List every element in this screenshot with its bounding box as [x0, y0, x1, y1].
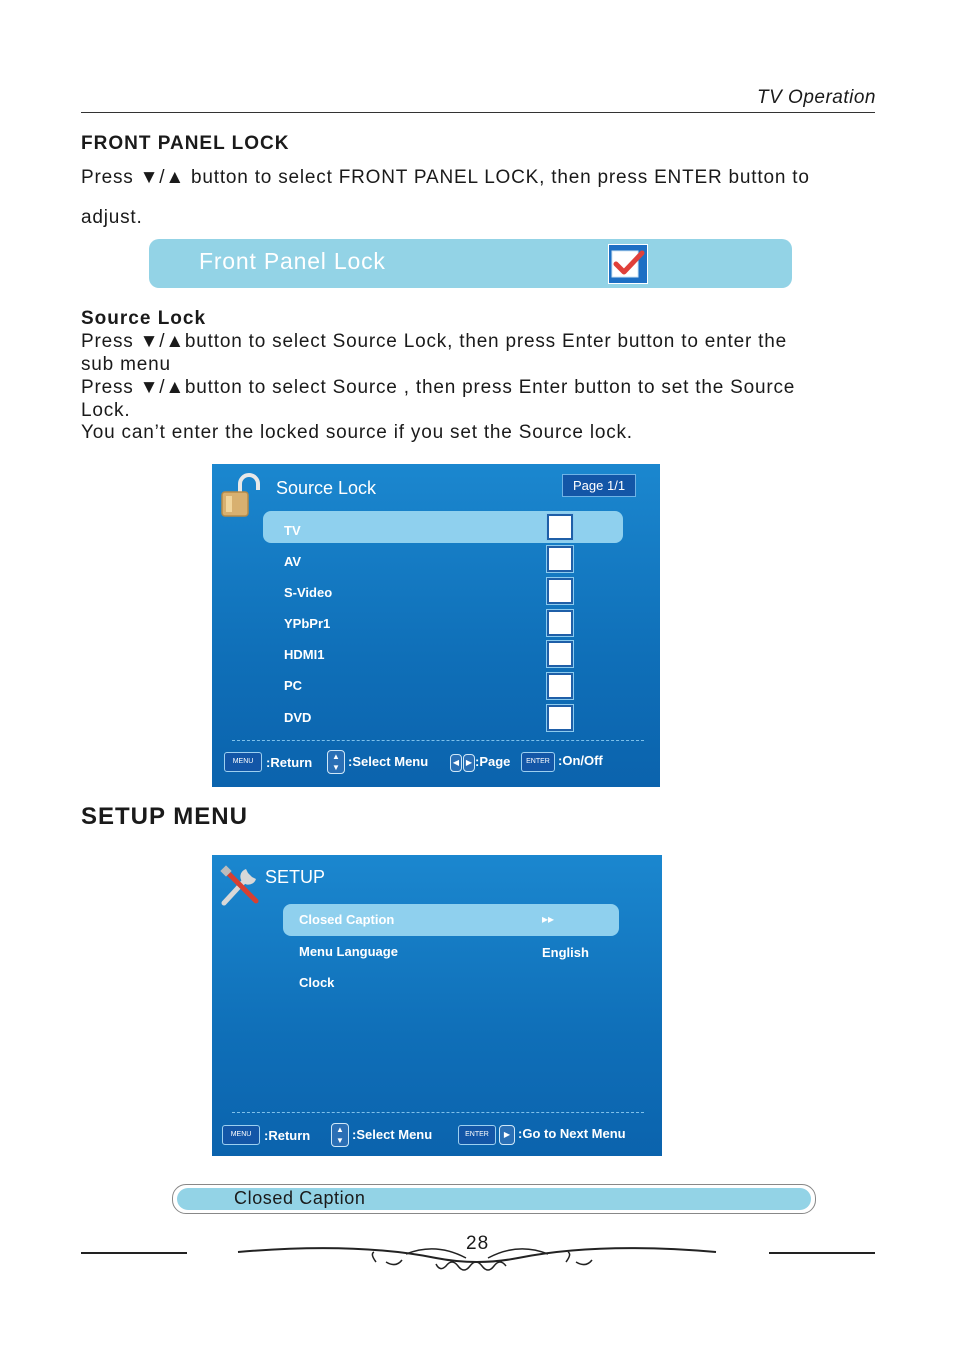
- setup-title: SETUP: [265, 867, 326, 887]
- setup-up-down-icon: ▲ ▼: [331, 1123, 349, 1147]
- setup-footer-next: :Go to Next Menu: [518, 1126, 626, 1141]
- source-item-tv[interactable]: TV: [284, 523, 301, 538]
- up-down-icon: ▲ ▼: [327, 750, 345, 774]
- source-item-pc[interactable]: PC: [284, 678, 303, 693]
- source-item-svideo[interactable]: S-Video: [284, 585, 333, 600]
- tools-icon: [218, 863, 262, 912]
- setup-item-menu-language[interactable]: Menu Language: [299, 944, 398, 959]
- source-lock-line-4: Lock.: [81, 400, 131, 421]
- front-panel-heading: FRONT PANEL LOCK: [81, 133, 290, 154]
- padlock-icon: [218, 472, 266, 525]
- setup-enter-key: ENTER: [458, 1125, 496, 1145]
- setup-item-clock[interactable]: Clock: [299, 975, 335, 990]
- checkmark-icon: [608, 244, 648, 284]
- setup-menu-heading: SETUP MENU: [81, 803, 248, 830]
- checkbox-tv[interactable]: [547, 514, 573, 540]
- source-lock-line-2: sub menu: [81, 354, 171, 375]
- osd-title: Source Lock: [276, 478, 377, 498]
- setup-menu-key: MENU: [222, 1125, 260, 1145]
- source-item-av[interactable]: AV: [284, 554, 302, 569]
- enter-key: ENTER: [521, 752, 555, 772]
- source-lock-osd: [212, 464, 660, 787]
- source-item-dvd[interactable]: DVD: [284, 710, 312, 725]
- checkbox-ypbpr1[interactable]: [547, 610, 573, 636]
- source-lock-line-1: Press ▼/▲button to select Source Lock, then press Enter button to enter the: [81, 331, 787, 352]
- source-lock-heading: Source Lock: [81, 308, 207, 329]
- setup-item-closed-caption[interactable]: Closed Caption: [299, 912, 395, 927]
- source-item-ypbpr1[interactable]: YPbPr1: [284, 616, 331, 631]
- setup-divider: [232, 1112, 644, 1113]
- checkbox-dvd[interactable]: [547, 705, 573, 731]
- front-panel-lock-label: Front Panel Lock: [199, 248, 386, 274]
- menu-key: MENU: [224, 752, 262, 772]
- front-panel-text-1: Press ▼/▲ button to select FRONT PANEL LOCK, then press ENTER button to: [81, 167, 810, 188]
- checkbox-pc[interactable]: [547, 673, 573, 699]
- right-arrow-icon: ▶: [499, 1125, 515, 1145]
- footer-return: :Return: [266, 755, 313, 770]
- arrow-right-icon: ▸▸: [542, 912, 555, 926]
- setup-footer-select: :Select Menu: [352, 1127, 433, 1142]
- front-panel-lock-bar: [149, 239, 792, 288]
- closed-caption-bar: [172, 1184, 816, 1214]
- footer-onoff: :On/Off: [558, 753, 603, 768]
- page-indicator: Page 1/1: [562, 474, 636, 497]
- front-panel-text-2: adjust.: [81, 207, 143, 228]
- header-rule: [81, 112, 875, 113]
- section-header: TV Operation: [757, 87, 876, 108]
- setup-footer-return: :Return: [264, 1128, 311, 1143]
- closed-caption-label: Closed Caption: [234, 1188, 366, 1208]
- menu-language-value: English: [542, 945, 589, 960]
- setup-osd: [212, 855, 662, 1156]
- checkbox-svideo[interactable]: [547, 578, 573, 604]
- left-right-icon: ◀ ▶: [450, 754, 475, 772]
- osd-divider: [232, 740, 644, 741]
- source-lock-line-3: Press ▼/▲button to select Source , then press Enter button to set the Source: [81, 377, 796, 398]
- source-lock-line-5: You can’t enter the locked source if you set the Source lock.: [81, 422, 633, 443]
- source-item-hdmi1[interactable]: HDMI1: [284, 647, 325, 662]
- footer-page: :Page: [475, 754, 511, 769]
- footer-rule-right: [769, 1252, 875, 1254]
- checkbox-hdmi1[interactable]: [547, 641, 573, 667]
- page-number: 28: [466, 1233, 490, 1254]
- checkbox-av[interactable]: [547, 546, 573, 572]
- footer-rule-left: [81, 1252, 187, 1254]
- footer-select: :Select Menu: [348, 754, 429, 769]
